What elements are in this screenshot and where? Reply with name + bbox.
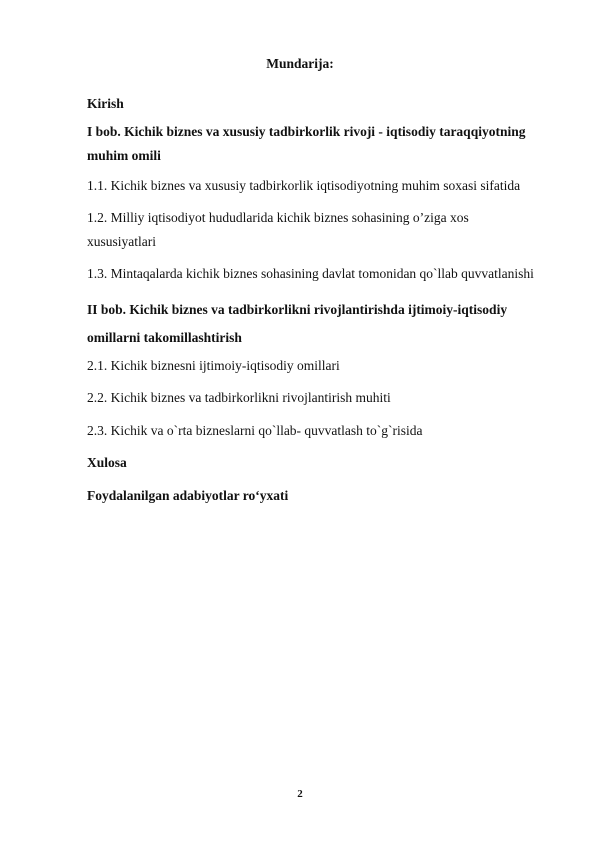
toc-entry-1-2 <box>87 206 567 254</box>
toc-entry-2-2: 2.2. Kichik biznes va tadbirkorlikni rivojlantirish muhiti <box>87 390 391 405</box>
toc-entry-conclusion: Xulosa <box>87 455 127 470</box>
toc-entry-1-3: 1.3. Mintaqalarda kichik biznes sohasining davlat tomonidan qo`llab quvvatlanishi <box>87 266 534 281</box>
toc-entry-chapter-1-line-2: muhim omili <box>87 148 161 163</box>
toc-entry-1-1: 1.1. Kichik biznes va xususiy tadbirkorlik iqtisodiyotning muhim soxasi sifatida <box>87 178 521 193</box>
toc-entry-chapter-2-line-2: omillarni takomillashtirish <box>87 330 242 345</box>
toc-entry-1-2-line-1: 1.2. Milliy iqtisodiyot hududlarida kichik biznes sohasining o’ziga xos <box>87 210 469 225</box>
toc-entry-chapter-1-line-1: I bob. Kichik biznes va xususiy tadbirkorlik rivoji - iqtisodiy taraqqiyotning <box>87 124 526 139</box>
page-number: 2 <box>297 788 303 800</box>
toc-entry-introduction: Kirish <box>87 96 124 111</box>
toc-entry-2-1: 2.1. Kichik biznesni ijtimoiy-iqtisodiy omillari <box>87 358 340 373</box>
toc-entry-chapter-2 <box>87 298 567 350</box>
toc-entry-1-2-line-2: xususiyatlari <box>87 234 156 249</box>
toc-entry-references: Foydalanilgan adabiyotlar ro‘yxati <box>87 488 289 503</box>
toc-entry-chapter-2-line-1: II bob. Kichik biznes va tadbirkorlikni rivojlantirishda ijtimoiy-iqtisodiy <box>87 302 508 317</box>
toc-entry-2-3: 2.3. Kichik va o`rta bizneslarni qo`llab- quvvatlash to`g`risida <box>87 423 423 438</box>
page-title: Mundarija: <box>266 56 334 71</box>
toc-entry-chapter-1 <box>87 120 567 168</box>
